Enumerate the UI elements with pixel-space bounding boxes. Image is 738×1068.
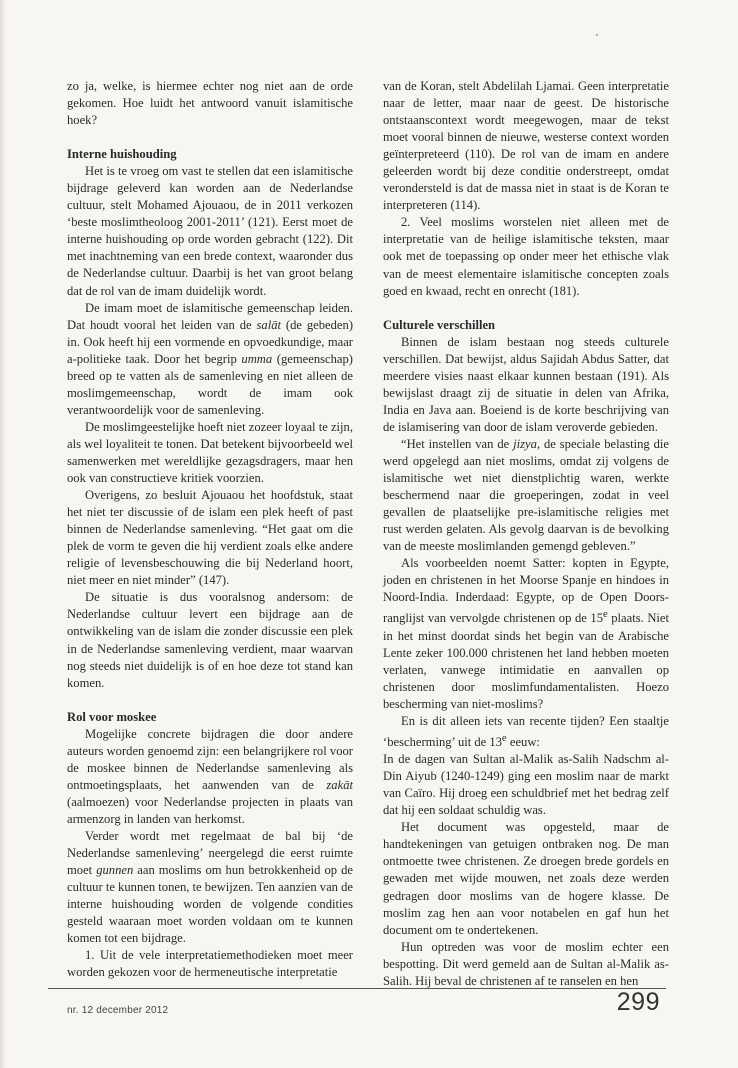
- paragraph: Hun optreden was voor de moslim echter een bespotting. Dit werd gemeld aan de Sultan al-Malik as-Salih. Hij beval de christenen af te ranselen en hen: [383, 939, 669, 988]
- paragraph: Binnen de islam bestaan nog steeds culturele verschillen. Dat bewijst, aldus Sajidah Abdus Satter, dat meerdere visies naast elkaar kunnen bestaan (191). Als bewijslast draagt zij de situatie in delen van Afrika, India en Java aan. Boeiend is de korte beschrijving van de islamisering van door de islam veroverde gebieden.: [383, 334, 669, 434]
- section-heading-culturele-verschillen: Culturele verschillen: [383, 317, 496, 332]
- paragraph: In de dagen van Sultan al-Malik as-Salih Nadschm al-Din Aiyub (1240-1249) ging een moslim naar de markt van Caïro. Hij droeg een schuldbrief met het bedrag zelf dat hij een soldaat schuldig was.: [383, 752, 669, 818]
- quote-paragraph: “Het instellen van de jizya, de speciale belasting die werd opgelegd aan niet moslims, omdat zij volgens de islamitische wet niet dienstplichtig waren, werkte beschermend naar die groeperingen, zodat in veel gevallen de plaatselijke pre-islamitische religies met rust werden gelaten. Als gevolg daarvan is de bevolking van de meeste moslimlanden gemengd gebleven.”: [383, 436, 669, 554]
- paragraph: De situatie is dus vooralsnog andersom: de Nederlandse cultuur levert een bijdrage aan de ontwikkeling van de islam die zonder discussie een plek in de Nederlandse samenleving verdient, maar waarvan nog steeds niet duidelijk is of en hoe deze tot stand kan komen.: [67, 590, 353, 690]
- paragraph: De imam moet de islamitische gemeenschap leiden. Dat houdt vooral het leiden van de salāt (de gebeden) in. Ook heeft hij een vormende en opvoedkundige, maar a-politieke taak. Door het begrip umma (gemeenschap) breed op te vatten als de samenleving en niet alleen de moslimgemeenschap, wordt de imam ook verantwoordelijk voor de samenleving.: [67, 300, 354, 417]
- paragraph: Het document was opgesteld, maar de handtekeningen van getuigen ontbraken nog. De man ontmoette twee christenen. Ze droegen brede gordels en gewaden met wijde mouwen, net zoals deze werden gedragen door moslims van de hogere klasse. De moslim zag hen aan voor notabelen en gaf hun het document om te ondertekenen.: [383, 820, 669, 937]
- paragraph: 2. Veel moslims worstelen niet alleen met de interpretatie van de heilige islamitische teksten, maar ook met de toepassing op onder meer het ethische vlak van de meest elementaire islamitische concepten zoals goed en kwaad, recht en onrecht (181).: [383, 215, 669, 298]
- paragraph: Als voorbeelden noemt Satter: kopten in Egypte, joden en christenen in het Moorse Spanje en hindoes in Noord-India. Inderdaad: Egypte, op de Open Doors-ranglijst van vervolgde christenen op de 15e plaats. Niet in het minst doordat sinds het begin van de Arabische Lente zeker 100.000 christenen het land hebben moeten verlaten, vanwege intimidatie en aanvallen op christenen door moslimfundamentalisten. Hoezo bescherming van niet-moslims?: [383, 556, 669, 711]
- paragraph: zo ja, welke, is hiermee echter nog niet aan de orde gekomen. Hoe luidt het antwoord vanuit islamitische hoek?: [67, 79, 353, 128]
- section-heading-interne-huishouding: Interne huishouding: [67, 147, 177, 162]
- paragraph: Overigens, zo besluit Ajouaou het hoofdstuk, staat het niet ter discussie of de islam een plek heeft of past binnen de Nederlandse samenleving. “Het gaat om die plek de vorm te geven die hij verdient zoals elke andere religie of levensbeschouwing die bij Nederland hoort, niet meer en niet minder” (147).: [67, 488, 353, 588]
- paragraph: 1. Uit de vele interpretatiemethodieken moet meer worden gekozen voor de hermeneutische interpretatie: [67, 948, 353, 980]
- page-spine-shadow: [0, 0, 6, 1068]
- paragraph: De moslimgeestelijke hoeft niet zozeer loyaal te zijn, als wel loyaliteit te tonen. Dat betekent bijvoorbeeld wel samenwerken met wereldlijke gezagsdragers, maar hen ook van constructieve kritiek voorzien.: [67, 419, 353, 486]
- issue-info: nr. 12 december 2012: [67, 1005, 169, 1016]
- left-column: [67, 78, 353, 981]
- paragraph: Verder wordt met regelmaat de bal bij ‘de Nederlandse samenleving’ neergelegd die eerst ruimte moet gunnen aan moslims om hun betrokkenheid op de cultuur te kunnen tonen, te bewijzen. Ten aanzien van de interne huishouding worden de volgende condities gesteld waaraan moet worden voldaan om te kunnen komen tot een bijdrage.: [67, 828, 353, 946]
- right-column: [383, 78, 669, 990]
- paragraph: Mogelijke concrete bijdragen die door andere auteurs worden genoemd zijn: een belangrijkere rol voor de moskee binnen de Nederlandse samenleving als ontmoetingsplaats, het aanwenden van de zakāt (aalmoezen) voor Nederlandse projecten in plaats van armenzorg in landen van herkomst.: [67, 726, 353, 826]
- paragraph: En is dit alleen iets van recente tijden? Een staaltje ‘bescherming’ uit de 13e eeuw:: [383, 713, 669, 750]
- paragraph: Het is te vroeg om vast te stellen dat een islamitische bijdrage geleverd kan worden aan de Nederlandse cultuur, stelt Mohamed Ajouaou, de in 2011 verkozen ‘beste moslimtheoloog 2001-2011’ (121). Eerst moet de interne huishouding op orde worden gebracht (122). Dit met inachtneming van een brede context, waaronder dus de Nederlandse cultuur. Daarbij is het van groot belang dat de rol van de imam duidelijk wordt.: [67, 164, 353, 298]
- paragraph: van de Koran, stelt Abdelilah Ljamai. Geen interpretatie naar de letter, maar naar de geest. De historische ontstaanscontext wordt meegewogen, maar de tekst moet vooral binnen de nieuwe, westerse context worden geïnterpreteerd (110). De rol van de imam en andere geleerden wordt bij deze conditie onderstreept, omdat verondersteld is dat de massa niet in staat is de Koran te interpreteren (114).: [383, 79, 669, 213]
- print-speck: [596, 34, 598, 36]
- section-heading-rol-voor-moskee: Rol voor moskee: [67, 709, 157, 724]
- page-number: 299: [616, 988, 660, 1016]
- footer-rule: [48, 988, 666, 989]
